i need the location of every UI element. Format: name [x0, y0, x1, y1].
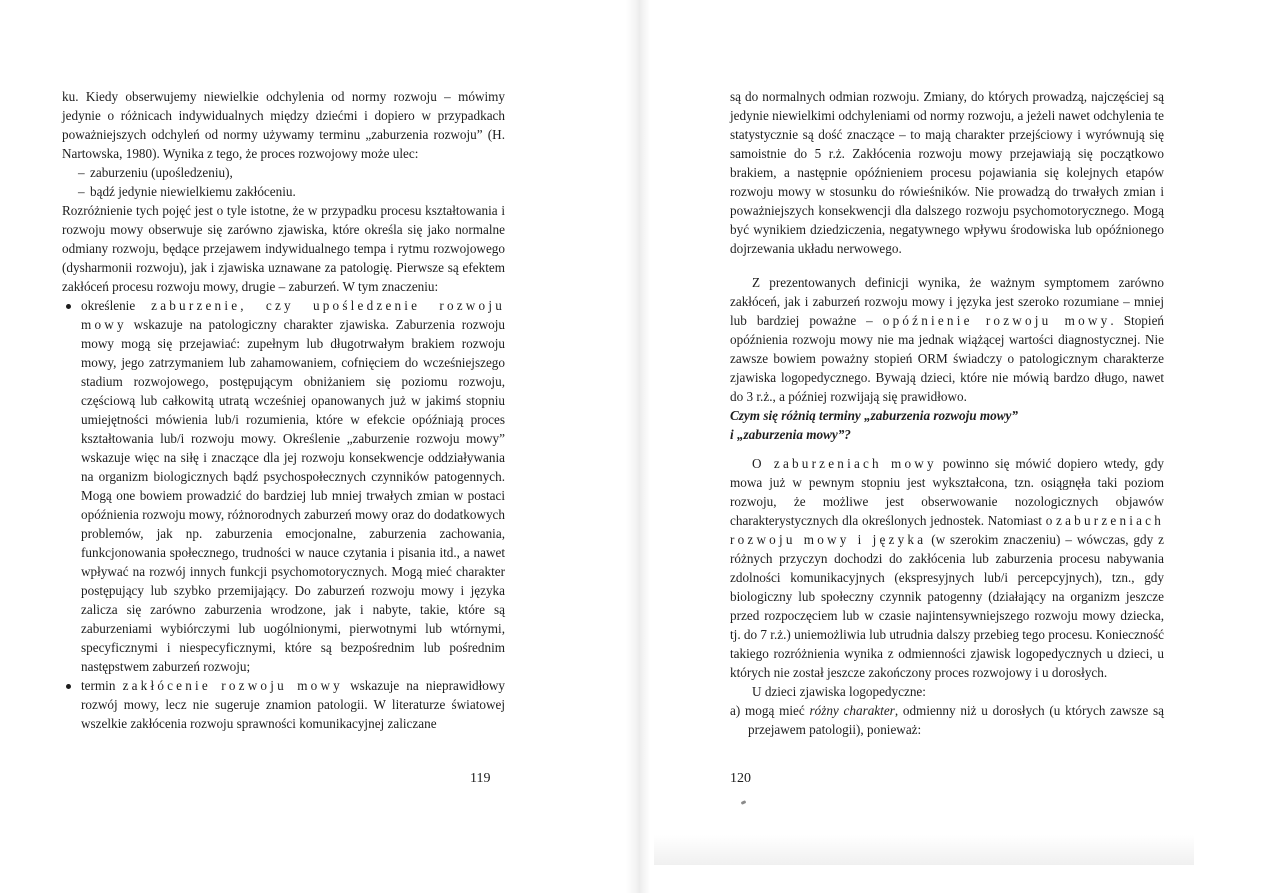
page-number: 120: [730, 771, 751, 786]
paragraph: są do normalnych odmian rozwoju. Zmiany, do których prowadzą, najczęściej są jedynie niewielkimi odchyleniami od normy rozwoju, a jeżeli nawet odchylenia te statystycznie są dość znaczące – to mają charakter przejściowy i wyrównują się samoistnie do 5 r.ż. Zakłócenia rozwoju mowy przejawiają się początkowo brakiem, a następnie opóźnieniem procesu pojawiania się kolejnych etapów rozwoju mowy w stosunku do rówieśników. Nie prowadzą do trwałych zmian i poważniejszych konsekwencji dla dalszego rozwoju psychomotorycznego. Mogą być wynikiem dziedziczenia, negatywnego wpływu środowiska lub opóźnionego dojrzewania układu nerwowego.: [730, 89, 1164, 256]
italic-term: różny charakter: [809, 703, 895, 718]
left-page-text: [62, 87, 505, 733]
bullet-item: [62, 296, 505, 676]
text-run: (w szerokim znaczeniu) – wówczas, gdy z różnych przyczyn dochodzi do zakłócenia lub zaburzenia procesu nabywania zdolności komunikacyjnych (ekspresyjnych lub/i percepcyjnych), tzn., gdy biologiczny lub społeczny czynnik patogenny (działający na organizm jeszcze przed rozpoczęciem lub w czasie najintensywniejszego rozwoju mowy dziecka, tj. do 7 r.ż.) uniemożliwia lub utrudnia dalszy przebieg tego procesu. Konieczność takiego rozróżnienia wynika z odmienności zjawisk logopedycznych u dzieci, u których nie został jeszcze zakończony proces rozwojowy i u dorosłych.: [730, 532, 1164, 680]
paragraph: [730, 273, 1164, 406]
spaced-term: opóźnienie rozwoju mowy: [882, 313, 1111, 328]
heading-line: i „zaburzenia mowy”?: [730, 427, 851, 442]
section-heading: [730, 406, 1164, 444]
dash-list-item: – bądź jedynie niewielkiemu zakłóceniu.: [62, 182, 505, 201]
paragraph: U dzieci zjawiska logopedyczne:: [752, 684, 926, 699]
right-page-text: [730, 87, 1164, 739]
spaced-term: zaburzenie, czy upośledzenie rozwoju mowy: [81, 298, 505, 332]
heading-line: Czym się różnią terminy „zaburzenia rozwoju mowy”: [730, 408, 1018, 423]
page-number: 119: [470, 771, 491, 786]
spacer: [730, 444, 1164, 454]
text-run: wskazuje na nieprawidłowy rozwój mowy, lecz nie sugeruje znamion patologii. W literaturze światowej wszelkie zakłócenia rozwoju sprawności komunikacyjnej zaliczane: [81, 678, 505, 731]
scan-shadow: [654, 835, 1194, 865]
text-run: , odmienny niż u dorosłych (u których zawsze są przejawem patologii), ponieważ:: [748, 703, 1165, 737]
text-run: termin: [81, 678, 123, 693]
spaced-term: zakłócenie rozwoju mowy: [122, 678, 343, 693]
bullet-item: [62, 676, 505, 733]
dash-list: [62, 163, 505, 201]
text-run: Z prezentowanych definicji wynika, że ważnym symptomem zarówno zakłóceń, jak i zaburzeń rozwoju mowy i języka jest szeroko rozumiane – mniej lub bardziej poważne –: [730, 275, 1164, 328]
paragraph: [730, 454, 1164, 682]
text-run: wskazuje na patologiczny charakter zjawiska. Zaburzenia rozwoju mowy mogą się przejawiać: zupełnym lub długotrwałym brakiem rozwoju mowy, jego zatrzymaniem lub zahamowaniem, cofnięciem do wcześniejszego stadium rozwojowego, postępującym obniżaniem się poziomu rozwoju, częściową lub całkowitą utratą wcześniej opanowanych już w jakimś stopniu umiejętności mówienia lub/i rozumienia, które w efekcie opóźniają proces kształtowania lub/i rozwoju mowy. Określenie „zaburzenie rozwoju mowy” wskazuje więc na siłę i znaczące dla jej rozwoju konsekwencje oddziaływania na organizm biologicznych bądź psychospołecznych czynników patogennych. Mogą one bowiem prowadzić do bardziej lub mniej trwałych zmian w postaci opóźnienia rozwoju mowy, różnorodnych zaburzeń mowy oraz do dodatkowych problemów, jak np. zaburzenia emocjonalne, zaburzenia zachowania, funkcjonowania społecznego, trudności w nauce czytania i pisania itd., a nawet wpływać na rozwój innych funkcji psychomotorycznych. Mogą mieć charakter postępujący lub szybko przemijający. Do zaburzeń rozwoju mowy i języka zalicza się zarówno zaburzenia wrodzone, jak i nabyte, takie, które są zaburzeniami wybiórczymi lub uogólnionymi, pierwotnymi lub wtórnymi, specyficznymi i niespecyficznymi, które są bezpośrednim lub pośrednim następstwem zaburzeń rozwoju;: [81, 317, 505, 674]
book-gutter-shadow: [626, 0, 650, 893]
list-item: [730, 701, 1164, 739]
spaced-term: O zaburzeniach mowy: [752, 456, 937, 471]
spacer: [730, 258, 1164, 273]
text-run: . Stopień opóźnienia rozwoju mowy nie ma jednak wiążącej wartości diagnostycznej. Nie zawsze bowiem poważny stopień ORM świadczy o patologicznym charakterze zjawiska logopedycznego. Bywają dzieci, które nie mówią bardzo długo, nawet do 3 r.ż., a później rozwijają się prawidłowo.: [730, 313, 1165, 404]
paragraph: ku. Kiedy obserwujemy niewielkie odchylenia od normy rozwoju – mówimy jedynie o różnicach indywidualnych między dziećmi i dopiero w przypadkach poważniejszych odchyleń od normy używamy terminu „zaburzenia rozwoju” (H. Nartowska, 1980). Wynika z tego, że proces rozwojowy może ulec:: [62, 89, 505, 161]
bullet-list: [62, 296, 505, 733]
text-run: a) mogą mieć: [730, 703, 810, 718]
text-run: określenie: [81, 298, 152, 313]
paragraph: Rozróżnienie tych pojęć jest o tyle istotne, że w przypadku procesu kształtowania i rozwoju mowy obserwuje się zarówno zjawiska, które określa się jako normalne odmiany rozwoju, będące przejawem indywidualnego tempa i rytmu rozwojowego (dysharmonii rozwoju), jak i zjawiska uznawane za patologię. Pierwsze są efektem zakłóceń procesu rozwoju mowy, drugie – zaburzeń. W tym znaczeniu:: [62, 203, 505, 294]
spaced-term: zaburzeniach rozwoju mowy i języka: [730, 513, 1164, 547]
dash-list-item: – zaburzeniu (upośledzeniu),: [62, 163, 505, 182]
text-run: powinno się mówić dopiero wtedy, gdy mowa już w pewnym stopniu jest wykształcona, tzn. osiągnęła taki poziom rozwoju, że możliwe jest obserwowanie nozologicznych objawów charakterystycznych dla określonych jednostek. Natomiast o: [730, 456, 1165, 528]
